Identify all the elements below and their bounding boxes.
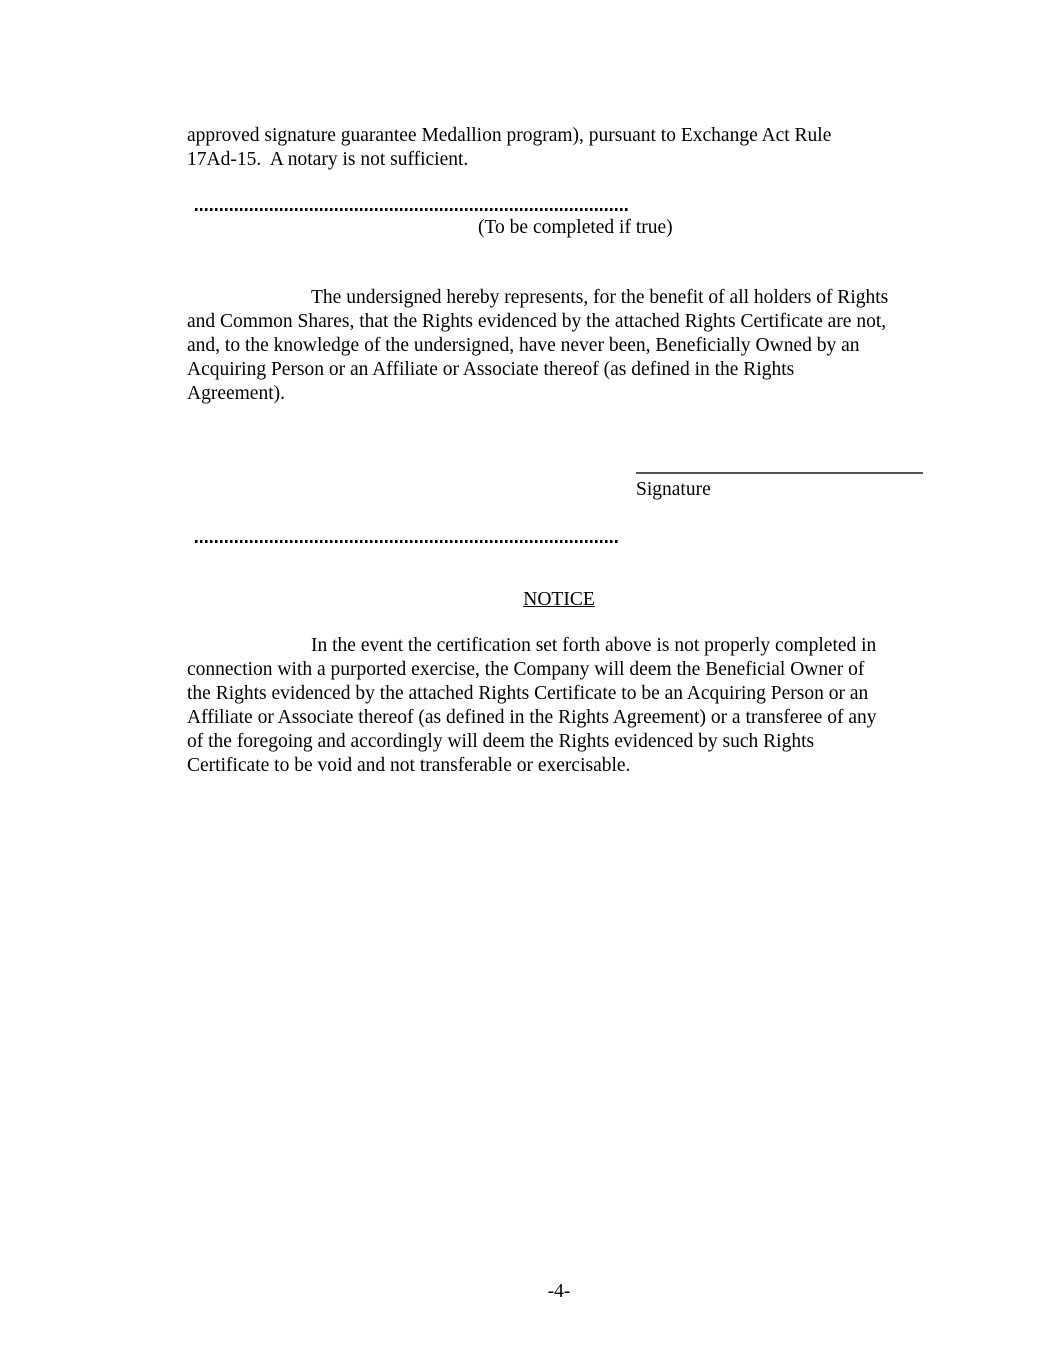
text-line: of the foregoing and accordingly will deem the Rights evidenced by such Rights <box>187 731 815 752</box>
certification-paragraph <box>187 286 931 406</box>
notice-heading <box>187 588 931 612</box>
text-line: Agreement). <box>187 383 285 404</box>
text-line: and, to the knowledge of the undersigned, have never been, Beneficially Owned by an <box>187 335 860 356</box>
document-content <box>187 0 931 1365</box>
text-line: the Rights evidenced by the attached Rights Certificate to be an Acquiring Person or an <box>187 683 869 704</box>
notice-heading-text: NOTICE <box>523 589 595 610</box>
signature-block <box>636 472 923 502</box>
intro-paragraph <box>187 124 931 172</box>
dotted-separator-line <box>195 540 620 543</box>
notice-paragraph <box>187 634 931 778</box>
certification-caption: (To be completed if true) <box>478 217 673 238</box>
dotted-separator-line <box>195 208 628 211</box>
text-line: Certificate to be void and not transferable or exercisable. <box>187 755 631 776</box>
text-line: In the event the certification set forth above is not properly completed in <box>311 635 877 656</box>
signature-label: Signature <box>636 479 711 500</box>
text-line: and Common Shares, that the Rights evidenced by the attached Rights Certificate are not, <box>187 311 887 332</box>
text-line: Affiliate or Associate thereof (as defined in the Rights Agreement) or a transferee of any <box>187 707 877 728</box>
text-line: 17Ad-15. A notary is not sufficient. <box>187 149 469 170</box>
text-line: The undersigned hereby represents, for the benefit of all holders of Rights <box>311 287 889 308</box>
page-number: -4- <box>547 1281 571 1302</box>
text-line: Acquiring Person or an Affiliate or Associate thereof (as defined in the Rights <box>187 359 795 380</box>
signature-line <box>636 472 923 474</box>
text-line: connection with a purported exercise, the Company will deem the Beneficial Owner of <box>187 659 865 680</box>
text-line: approved signature guarantee Medallion program), pursuant to Exchange Act Rule <box>187 125 832 146</box>
